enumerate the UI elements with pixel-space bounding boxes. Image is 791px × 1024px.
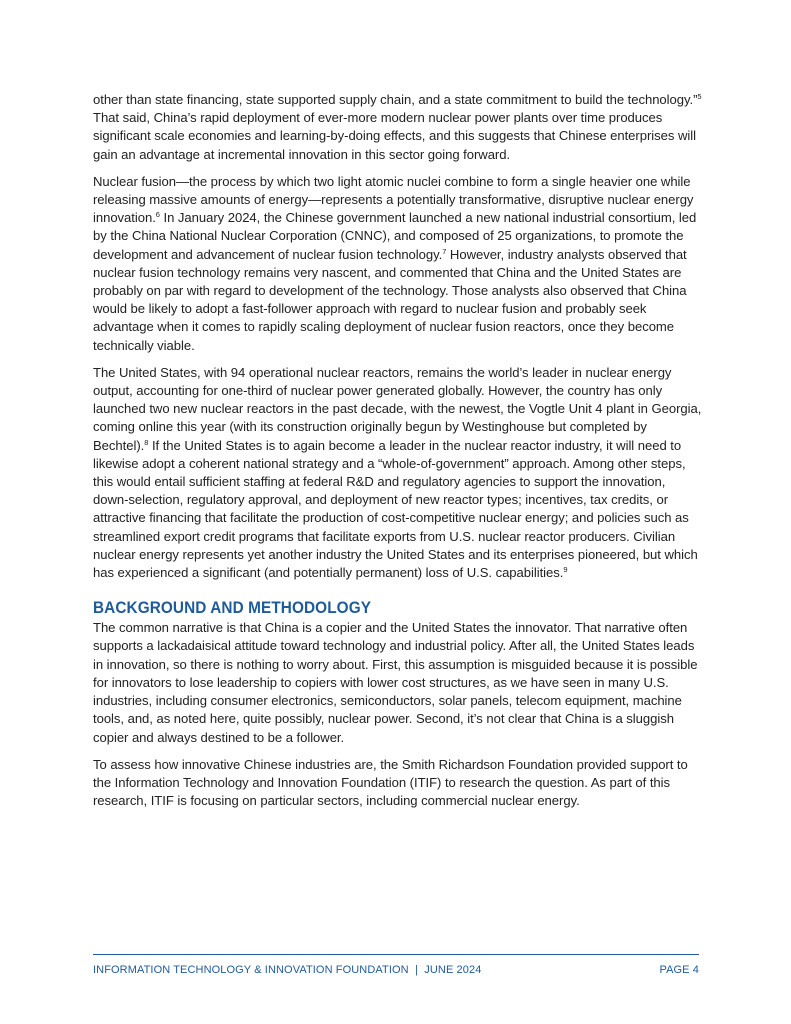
footer-org-date: INFORMATION TECHNOLOGY & INNOVATION FOUNDATION | JUNE 2024	[93, 964, 482, 976]
paragraph-state-financing	[93, 91, 703, 164]
paragraph-assessment: To assess how innovative Chinese industries are, the Smith Richardson Foundation provided support to the Information Technology and Innovation Foundation (ITIF) to research the question. As part of this research, ITIF is focusing on particular sectors, including commercial nuclear energy.	[93, 756, 688, 809]
paragraph-text: However, industry analysts observed that nuclear fusion technology remains very nascent, and commented that China and the United States are probably on par with regard to development of the technology. Those analysts also observed that China would be likely to adopt a fast-follower approach with regard to nuclear fusion and probably seek advantage when it comes to rapidly scaling deployment of nuclear fusion reactors, once they become technically viable.	[93, 246, 687, 353]
paragraph-united-states-reactors	[93, 364, 703, 582]
footnote-marker[interactable]: 5	[697, 92, 702, 101]
paragraph-text: The United States, with 94 operational nuclear reactors, remains the world’s leader in nuclear energy output, accounting for one-third of nuclear power generated globally. However, the country has only launched two new nuclear reactors in the past decade, with the newest, the Vogtle Unit 4 plant in Georgia, coming online this year (with its construction originally begun by Westinghouse but completed by Bechtel).	[93, 364, 702, 453]
footnote-marker[interactable]: 7	[442, 246, 447, 256]
paragraph-text: Nuclear fusion—the process by which two light atomic nuclei combine to form a single heavier one while releasing massive amounts of energy—represents a potentially transformative, disruptive nuclear energy innovation.	[93, 173, 694, 226]
section-heading-background: BACKGROUND AND METHODOLOGY	[93, 599, 372, 618]
page-body	[93, 91, 703, 819]
paragraph-text: In January 2024, the Chinese government launched a new national industrial consortium, led by the China National Nuclear Corporation (CNNC), and composed of 25 organizations, to promote the development and advancement of nuclear fusion technology.	[93, 210, 697, 262]
footer-divider	[93, 954, 699, 955]
paragraph-text: If the United States is to again become a leader in the nuclear reactor industry, it will need to likewise adopt a coherent national strategy and a “whole-of-government” approach. Among other steps, this would entail sufficient staffing at federal R&D and regulatory agencies to support the innovation, down-selection, regulatory approval, and deployment of new reactor types; incentives, tax credits, or attractive financing that facilitate the production of cost-competitive nuclear energy; and policies such as streamlined export credit programs that facilitate exports from U.S. nuclear reactor producers. Civilian nuclear energy represents yet another industry the United States and its enterprises pioneered, but which has experienced a significant (and potentially permanent) loss of U.S. capabilities.	[93, 437, 698, 581]
paragraph-text: That said, China’s rapid deployment of ever-more modern nuclear power plants over time produces significant scale economies and learning-by-doing effects, and this suggests that Chinese enterprises will gain an advantage at incremental innovation in this sector going forward.	[93, 110, 696, 162]
footnote-marker[interactable]: 8	[144, 437, 149, 447]
footnote-marker[interactable]: 6	[155, 210, 160, 220]
paragraph-text: other than state financing, state supported supply chain, and a state commitment to build the technology.”	[93, 92, 698, 107]
footnote-marker[interactable]: 9	[563, 565, 568, 575]
footer-page-number: PAGE 4	[659, 964, 699, 976]
paragraph-nuclear-fusion	[93, 173, 703, 355]
paragraph-common-narrative: The common narrative is that China is a copier and the United States the innovator. That narrative often supports a lackadaisical attitude toward technology and industrial policy. After all, the United States leads in innovation, so there is nothing to worry about. First, this assumption is misguided because it is possible for innovators to lose leadership to copiers with lower cost structures, as we have seen in many U.S. industries, including consumer electronics, semiconductors, solar panels, telecom equipment, machine tools, and, as noted here, quite possibly, nuclear power. Second, it’s not clear that China is a sluggish copier and always destined to be a follower.	[93, 620, 698, 745]
